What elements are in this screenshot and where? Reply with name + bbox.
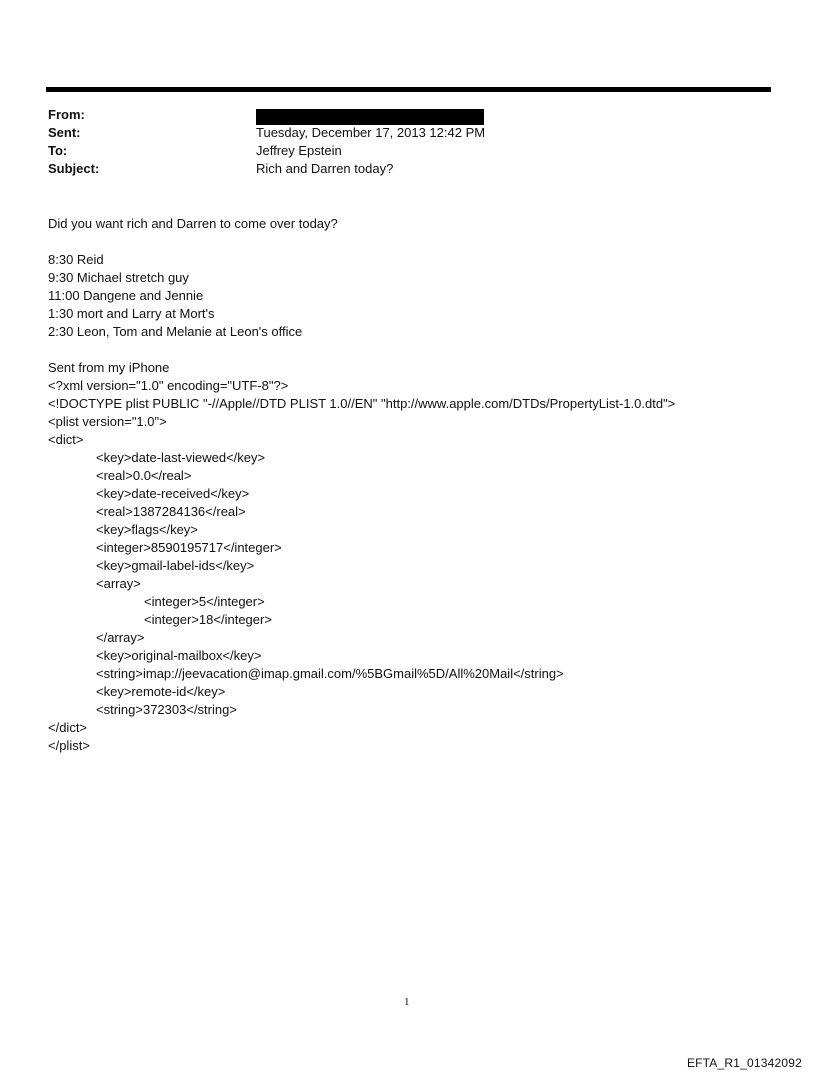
plist-line: <key>original-mailbox</key>: [96, 648, 262, 663]
page-number: 1: [404, 996, 410, 1008]
signature: Sent from my iPhone: [48, 360, 170, 375]
schedule-item: 11:00 Dangene and Jennie: [48, 288, 204, 303]
plist-line: <key>date-last-viewed</key>: [96, 450, 266, 465]
plist-line: <dict>: [48, 432, 84, 447]
plist-line: </array>: [96, 630, 145, 645]
plist-line: <integer>8590195717</integer>: [96, 540, 282, 555]
plist-line: <string>372303</string>: [96, 702, 237, 717]
plist-line: <real>1387284136</real>: [96, 504, 246, 519]
subject-row: [48, 160, 748, 178]
plist-line: <?xml version="1.0" encoding="UTF-8"?>: [48, 378, 289, 393]
plist-line: <!DOCTYPE plist PUBLIC "-//Apple//DTD PLIST 1.0//EN" "http://www.apple.com/DTDs/PropertyList-1.0.dtd">: [48, 396, 676, 411]
schedule-item: 8:30 Reid: [48, 252, 104, 267]
plist-line: <key>flags</key>: [96, 522, 198, 537]
schedule-item: 9:30 Michael stretch guy: [48, 270, 189, 285]
plist-line: <integer>5</integer>: [144, 594, 265, 609]
email-header: [48, 106, 748, 178]
to-row: [48, 142, 748, 160]
subject-label: Subject:: [48, 161, 100, 176]
schedule-item: 2:30 Leon, Tom and Melanie at Leon's office: [48, 324, 303, 339]
plist-line: <plist version="1.0">: [48, 414, 167, 429]
from-row: [48, 106, 748, 124]
from-label: From:: [48, 107, 85, 122]
plist-line: <array>: [96, 576, 141, 591]
plist-line: </plist>: [48, 738, 90, 753]
plist-line: </dict>: [48, 720, 88, 735]
email-body: [48, 215, 788, 755]
schedule-list: [48, 251, 788, 341]
schedule-item: 1:30 mort and Larry at Mort's: [48, 306, 215, 321]
subject-value: Rich and Darren today?: [256, 161, 394, 176]
top-divider-rule: [46, 87, 771, 92]
bates-number: EFTA_R1_01342092: [686, 1056, 802, 1070]
plist-line: <key>remote-id</key>: [96, 684, 226, 699]
plist-line: <key>date-received</key>: [96, 486, 250, 501]
to-label: To:: [48, 143, 68, 158]
from-redaction: [256, 109, 484, 125]
plist-line: <real>0.0</real>: [96, 468, 192, 483]
sent-value: Tuesday, December 17, 2013 12:42 PM: [256, 125, 486, 140]
sent-label: Sent:: [48, 125, 81, 140]
spacer: [48, 233, 788, 251]
plist-line: <key>gmail-label-ids</key>: [96, 558, 255, 573]
question-text: Did you want rich and Darren to come over today?: [48, 216, 338, 231]
plist-line: <integer>18</integer>: [144, 612, 272, 627]
spacer: [48, 341, 788, 359]
plist-block: [48, 377, 788, 755]
plist-line: <string>imap://jeevacation@imap.gmail.com/%5BGmail%5D/All%20Mail</string>: [96, 666, 564, 681]
to-value: Jeffrey Epstein: [256, 143, 342, 158]
sent-row: [48, 124, 748, 142]
